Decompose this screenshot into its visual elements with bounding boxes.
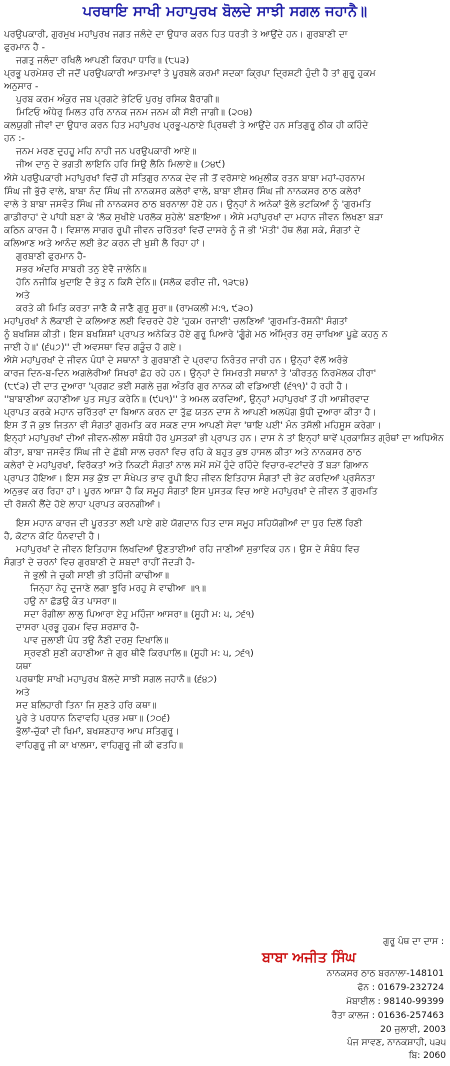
verse-line: ਸ੍ਰਵਣੀ ਸੁਣੀ ਕਹਾਣੀਆ ਜੇ ਗੁਰ ਥੀਵੈ ਕਿਰਪਾਲਿ॥ (ਸੂਹੀ ਮ: ੫, ੭੬੧)	[24, 648, 254, 660]
paragraph-line: ਨੂੰ ਬਖਸ਼ਿਸ਼ ਕੀਤੀ। ਇਸ ਬਖਸ਼ਿਸ਼ਾਂ ਪ੍ਰਾਪਤ ਅਨੇਕਿਤ ਹੋਏ ਗੁਰੂ ਪਿਆਰੇ 'ਗੂੰਗੇ ਮਠ ਅੰਮ੍ਰਿਤ ਰਸੁ ਚਾਖਿਆ ਪੂਛੇ ਕਹਨੁ ਨ	[4, 329, 388, 341]
college-phone-line: ਰੈਤਾ ਕਾਲਜ : 01636-257463	[331, 1011, 444, 1021]
paragraph-line: ਐਸੇ ਮਹਾਂਪੁਰਖਾਂ ਦੇ ਜੀਵਨ ਪੰਧਾਂ ਦੇ ਸਥਾਨਾਂ ਤੇ ਗੁਰਬਾਣੀ ਦੇ ਪ੍ਰਵਾਹ ਨਿਰੰਤਰ ਜਾਰੀ ਹਨ। ਉਨ੍ਹਾਂ ਵੱਲੋਂ ਅਰੰਭੇ	[4, 355, 348, 367]
date-bikrami: ਬਿ: 2060	[408, 1051, 446, 1062]
paragraph-line: ਮਹਾਂਪੁਰਖਾਂ ਨੇ ਲੋਕਾਈ ਦੇ ਕਲਿਆਣ ਲਈ ਵਿਚਰਦੇ ਹੋਏ 'ਹੁਕਮ ਰਜਾਈ' ਚਲਣਿਆਂ 'ਗੁਰਮਤਿ-ਰੋਸ਼ਨੀ' ਸੰਗਤਾਂ	[4, 316, 348, 328]
paragraph-line: ਮਹਾਂਪੁਰਖਾਂ ਦੇ ਜੀਵਨ ਇਤਿਹਾਸ ਲਿਖਦਿਆਂ ਉਣਤਾਈਆਂ ਰਹਿ ਜਾਣੀਆਂ ਸੁਭਾਵਿਕ ਹਨ। ਉਸ ਦੇ ਸੰਬੰਧ ਵਿਚ	[16, 543, 360, 555]
verse-line: ਹਉ ਨਾ ਛੋਡਉ ਕੰਤ ਪਾਸਰਾ॥	[24, 596, 117, 608]
paragraph-line: ਹਨ :-	[4, 133, 25, 145]
paragraph-line: ਕਠਿਨ ਕਾਰਜ ਹੈ। ਵਿਸ਼ਾਲ ਸਾਗਰ ਰੂਪੀ ਜੀਵਨ ਚਰਿੱਤਰਾਂ ਵਿਚੋਂ ਦਾਸਰੇ ਨੂੰ ਜੋ ਭੀ 'ਮੋਤੀ' ਹੱਥ ਲੱਗ ਸਕੇ, ਸੰਗਤਾਂ ਦੇ	[4, 224, 361, 236]
paragraph-line: ਪਰਉਪਕਾਰੀ, ਗੁਰਮੁਖ ਮਹਾਂਪੁਰਖ ਜਗਤ ਜਲੰਦੇ ਦਾ ਉਧਾਰ ਕਰਨ ਹਿਤ ਧਰਤੀ ਤੇ ਆਉਂਦੇ ਹਨ। ਗੁਰਬਾਣੀ ਦਾ	[4, 29, 348, 40]
paragraph-line: ਐਸੇ ਪਰਉਪਕਾਰੀ ਮਹਾਂਪੁਰਖਾਂ ਵਿਚੋਂ ਹੀ ਸਤਿਗੁਰ ਨਾਨਕ ਦੇਵ ਜੀ ਤੋਂ ਵਰੋਸਾਏ ਅਮੁਲੀਕ ਰਤਨ ਬਾਬਾ ਮਹਾਂ-ਹਰਨਾਮ	[4, 172, 365, 184]
page-title: ਪਰਥਾਇ ਸਾਖੀ ਮਹਾਪੁਰਖ ਬੋਲਦੇ ਸਾਝੀ ਸਗਲ ਜਹਾਨੈ॥	[82, 4, 368, 20]
paragraph-line: ਕਲੇਰਾਂ ਦੇ ਮਹਾਂਪੁਰਖਾਂ, ਵਿਰੱਕਤਾਂ ਅਤੇ ਨਿਕਟੀ ਸੰਗਤਾਂ ਨਾਲ ਸਮੇਂ ਸਮੇਂ ਹੁੰਦੇ ਰਹਿੰਦੇ ਵਿਚਾਰ-ਵਟਾਂਦਰੇ ਤੋਂ ਬੜਾ ਗਿਆਨ	[4, 459, 369, 471]
paragraph-line: (੮੯੩) ਦੀ ਦਾਤ ਦੁਆਰਾ 'ਪ੍ਰਗਟ ਭਈ ਸਗਲੇ ਜੁਗ ਅੰਤਰਿ ਗੁਰ ਨਾਨਕ ਕੀ ਵਡਿਆਈ (੬੧੧)' ਹੋ ਰਹੀ ਹੈ।	[4, 381, 349, 393]
document-body	[4, 28, 446, 752]
paragraph-line: ਫੁਰਮਾਨ ਹੈ -	[4, 42, 45, 54]
verse-line: ਪੂਰੇ ਤੇ ਪਰਧਾਨ ਨਿਵਾਵਹਿ ਪ੍ਰਭ ਮਥਾ॥ (੭੦੬)	[16, 713, 171, 725]
closing-line: ਵਾਹਿਗੁਰੂ ਜੀ ਕਾ ਖਾਲਸਾ, ਵਾਹਿਗੁਰੂ ਜੀ ਕੀ ਫਤਹਿ॥	[16, 739, 184, 751]
connector-word: ਯਥਾ	[16, 661, 32, 673]
signature-name: ਬਾਬਾ ਅਜੀਤ ਸਿੰਘ	[262, 950, 356, 966]
paragraph-line: ''ਬਾਬਾਣੀਆ ਕਹਾਣੀਆ ਪੁਤ ਸਪੁਤ ਕਰੇਨਿ॥ (੯੫੧)'' ਤੇ ਅਮਲ ਕਰਦਿਆਂ, ਉਨ੍ਹਾਂ ਮਹਾਂਪੁਰਖਾਂ ਤੋਂ ਹੀ ਆਸ਼ੀਰਵਾਦ	[4, 394, 370, 406]
paragraph-line: ਜਾਈ ਹੇ॥' (੬੫੭)'' ਦੀ ਅਵਸਥਾ ਵਿਚ ਗੜੂੰਚ ਹੋ ਗਏ।	[4, 342, 183, 354]
verse-line: ਪੁਰਬ ਕਰਮ ਅੰਕੁਰ ਜਬ ਪ੍ਰਗਟੇ ਭੇਟਿਓ ਪੁਰਖੁ ਰਸਿਕ ਬੈਰਾਗੀ॥	[16, 94, 220, 106]
paragraph-line: ਸੰਗਤਾਂ ਦੇ ਚਰਨਾਂ ਵਿਚ ਗੁਰਬਾਣੀ ਦੇ ਸ਼ਬਦਾਂ ਰਾਹੀਂ ਜੋਦੜੀ ਹੈ-	[4, 556, 195, 568]
verse-line: ਪਰਥਾਇ ਸਾਖੀ ਮਹਾਪੁਰਖ ਬੋਲਦੇ ਸਾਝੀ ਸਗਲ ਜਹਾਨੈ॥ (੬੪੭)	[16, 674, 217, 686]
paragraph-line: ਕੀਤਾ, ਬਾਬਾ ਜਸਵੰਤ ਸਿੰਘ ਜੀ ਦੇ ਛੱਬੀ ਸਾਲ ਚਰਨਾਂ ਵਿਚ ਰਹਿ ਕੇ ਬਹੁਤ ਕੁਝ ਹਾਸਲ ਕੀਤਾ ਅਤੇ ਨਾਨਕਸਰ ਠਾਠ	[4, 446, 362, 458]
paragraph-line: ਪ੍ਰਾਪਤ ਕਰਕੇ ਮਹਾਨ ਚਰਿੱਤਰਾਂ ਦਾ ਬਿਆਨ ਕਰਨ ਦਾ ਤੁੱਛ ਯਤਨ ਦਾਸ ਨੇ ਆਪਣੀ ਅਲਪੱਗ ਬੁੱਧੀ ਦੁਆਰਾ ਕੀਤਾ ਹੈ।	[4, 407, 377, 419]
address-line: ਨਾਨਕਸਰ ਠਾਠ ਬਰਨਾਲਾ-148101	[326, 969, 444, 979]
verse-line: ਸਭਰ ਅੰਦਰਿ ਸਾਬਰੀ ਤਨੁ ਏਵੈ ਜਾਲੇਨਿ॥	[16, 263, 147, 275]
paragraph-line: ਇਸ ਤੋਂ ਜੋ ਕੁਝ ਜਿਤਨਾ ਵੀ ਸੰਗਤਾਂ ਗੁਰਮਤਿ ਕਰ ਸਕਣ ਦਾਸ ਆਪਣੀ ਸੇਵਾ 'ਥਾਇ ਪਈ' ਮੰਨ ਤਸੱਲੀ ਮਹਿਸੂਸ ਕਰੇਗਾ।	[4, 420, 382, 432]
date-gregorian: 20 ਜੁਲਾਈ, 2003	[380, 1025, 446, 1035]
signature-block	[260, 935, 448, 1023]
paragraph-line: ਅਨੁਭਵ ਕਰ ਰਿਹਾ ਹਾਂ। ਪੂਰਨ ਆਸ਼ਾ ਹੈ ਕਿ ਸਮੂਹ ਸੰਗਤਾਂ ਇਸ ਪੁਸਤਕ ਵਿਚ ਆਏ ਮਹਾਂਪੁਰਖਾਂ ਦੇ ਜੀਵਨ ਤੋਂ ਗੁਰਮਤਿ	[4, 485, 378, 497]
paragraph-line: ਇਸ ਮਹਾਨ ਕਾਰਜ ਦੀ ਪੂਰਤਤਾ ਲਈ ਪਾਏ ਗਏ ਯੋਗਦਾਨ ਹਿਤ ਦਾਸ ਸਮੂਹ ਸਹਿਯੋਗੀਆਂ ਦਾ ਧੁਰ ਦਿਲੋਂ ਰਿਣੀ	[16, 517, 363, 529]
verse-line: ਜਨਮ ਮਰਣ ਦੁਹਹੂ ਮਹਿ ਨਾਹੀ ਜਨ ਪਰਉਪਕਾਰੀ ਆਏ॥	[16, 146, 197, 158]
connector-word: ਅਤੇ	[16, 687, 30, 699]
verse-line: ਸਦ ਬਲਿਹਾਰੀ ਤਿਨਾ ਜਿ ਸੁਣਤੇ ਹਰਿ ਕਥਾ॥	[16, 700, 157, 712]
paragraph-line: ਗਾਡੀਰਾਹ' ਦੇ ਪਾਂਧੀ ਬਣਾ ਕੇ 'ਲੋਕ ਸੁਖੀਏ ਪਰਲੋਕ ਸੁਹੇਲੇ' ਬਣਾਇਆ। ਐਸੇ ਮਹਾਂਪੁਰਖਾਂ ਦਾ ਮਹਾਨ ਜੀਵਨ ਲਿਖਣਾ ਬੜਾ	[4, 211, 383, 223]
mobile-line: ਮੋਬਾਈਲ : 98140-99399	[346, 997, 444, 1007]
verse-line: ਜੇ ਭੁਲੀ ਜੇ ਚੁਕੀ ਸਾਈ ਭੀ ਤਹਿੰਜੀ ਕਾਢੀਆ॥	[24, 569, 170, 581]
date-block	[300, 1023, 446, 1062]
signature-prefix: ਗੁਰੂ ਪੰਥ ਦਾ ਦਾਸ :	[383, 937, 444, 947]
paragraph-line: ਅਨੁਸਾਰ -	[4, 81, 39, 93]
verse-line: ਜੀਅ ਦਾਨੁ ਦੇ ਭਗਤੀ ਲਾਇਨਿ ਹਰਿ ਸਿਉ ਲੈਨਿ ਮਿਲਾਏ॥ (੭੪੯)	[16, 159, 226, 171]
paragraph-line: ਦਾਸਰਾ ਪ੍ਰਭੂ ਹੁਕਮ ਵਿਚ ਸ਼ਰਸ਼ਾਰ ਹੈ-	[16, 622, 140, 634]
verse-line: ਮਿਟਿਓ ਅੰਧੇਰੁ ਮਿਲਤ ਹਰਿ ਨਾਨਕ ਜਨਮ ਜਨਮ ਕੀ ਸੋਈ ਜਾਗੀ॥ (੨੦੪)	[16, 107, 253, 119]
verse-line: ਸਦਾ ਰੰਗੀਲਾ ਲਾਲੁ ਪਿਆਰਾ ਏਹੁ ਮਹਿੰਜਾ ਆਸਰਾ॥ (ਸੂਹੀ ਮ: ੫, ੭੬੧)	[24, 609, 255, 621]
paragraph-line: ਪ੍ਰਭੂ ਪਰਮੇਸ਼ਰ ਦੀ ਜਦੋਂ ਪਰਉਪਕਾਰੀ ਆਤਮਾਵਾਂ ਤੇ ਪੂਰਬਲੇ ਕਰਮਾਂ ਸਦਕਾ ਕ੍ਰਿਪਾ ਦ੍ਰਿਸ਼ਟੀ ਹੁੰਦੀ ਹੈ ਤਾਂ ਗੁਰੂ ਹੁਕਮ	[4, 68, 376, 80]
paragraph-line: ਗੁਰਬਾਣੀ ਫੁਰਮਾਨ ਹੈ-	[16, 250, 87, 262]
paragraph-line: ਹੈ, ਕੋਟਾਨ ਕੋਟਿ ਧੰਨਵਾਦੀ ਹੈ।	[4, 530, 101, 542]
verse-line: ਜਗਤੁ ਜਲੰਦਾ ਰਖਿਲੈ ਆਪਣੀ ਕਿਰਪਾ ਧਾਰਿ॥ (੮੫੩)	[16, 55, 190, 67]
verse-line: ਜਿਨ੍ਹਾ ਨੇਹੁ ਦੁਜਾਣੇ ਲਗਾ ਝੂਰਿ ਮਰਹੁ ਸੇ ਵਾਢੀਆ ॥੧॥	[30, 582, 207, 594]
paragraph-line: ਇਨ੍ਹਾਂ ਮਹਾਂਪੁਰਖਾਂ ਦੀਆਂ ਜੀਵਨ-ਲੀਲਾ ਸਬੰਧੀ ਹੋਰ ਪੁਸਤਕਾਂ ਭੀ ਪ੍ਰਾਪਤ ਹਨ। ਦਾਸ ਨੇ ਤਾਂ ਇਨ੍ਹਾਂ ਥਾਵੇਂ ਪ੍ਰਕਾਸ਼ਿਤ ਗ੍ਰੰਥਾਂ ਦਾ ਅਧਿਐਨ	[4, 433, 444, 445]
verse-line: ਕਰਤੇ ਕੀ ਮਿਤਿ ਕਰਤਾ ਜਾਣੈ ਕੈ ਜਾਣੈ ਗੁਰੁ ਸੂਰਾ॥ (ਰਾਮਕਲੀ ਮ:੧, ੯੩੦)	[16, 302, 254, 314]
verse-line: ਹੋਨਿ ਨਜੀਕਿ ਖੁਦਾਇ ਦੈ ਭੇਤੁ ਨ ਕਿਸੈ ਦੇਨਿ॥ (ਸਲੋਕ ਫਰੀਦ ਜੀ, ੧੩੮੪)	[16, 276, 249, 288]
connector-word: ਅਤੇ	[16, 289, 30, 301]
paragraph-line: ਕਾਰਜ ਦਿਨ-ਬ-ਦਿਨ ਅਗਲੇਰੀਆਂ ਸਿਖਰਾਂ ਛੋਹ ਰਹੇ ਹਨ। ਉਨ੍ਹਾਂ ਦੇ ਸਿਮਰਤੀ ਸਥਾਨਾਂ ਤੇ 'ਕੀਰਤਨੁ ਨਿਰਮੋਲਕ ਹੀਰਾ'	[4, 368, 377, 380]
paragraph-line: ਵਾਲੇ ਤੇ ਬਾਬਾ ਜਸਵੰਤ ਸਿੰਘ ਜੀ ਨਾਨਕਸਰ ਠਾਠ ਬਰਨਾਲਾ ਹੋਏ ਹਨ। ਉਨ੍ਹਾਂ ਨੇ ਅਨੇਕਾਂ ਭੁੱਲੇ ਭਟਕਿਆਂ ਨੂੰ 'ਗੁਰਮਤਿ	[4, 198, 372, 210]
date-nanakshahi: ਪੰਜ ਸਾਵਣ, ਨਾਨਕਸ਼ਾਹੀ, ੫੩੫	[346, 1038, 446, 1049]
paragraph-line: ਕਲਯੁਗੀ ਜੀਵਾਂ ਦਾ ਉਧਾਰ ਕਰਨ ਹਿਤ ਮਹਾਂਪੁਰਖ ਪ੍ਰਭੂ-ਪਠਾਏ ਪ੍ਰਿਥਵੀ ਤੇ ਆਉਂਦੇ ਹਨ ਸਤਿਗੁਰੂ ਠੀਕ ਹੀ ਕਹਿੰਦੇ	[4, 120, 369, 132]
closing-line: ਭੁੱਲਾਂ-ਚੁੱਕਾਂ ਦੀ ਖਿਮਾਂ, ਬਖਸ਼ਣਹਾਰ ਆਪ ਸਤਿਗੁਰੂ।	[16, 726, 180, 738]
phone-line: ਫੋਨ : 01679-232724	[357, 983, 444, 993]
paragraph-line: ਕਲਿਆਣ ਅਤੇ ਆਨੰਦ ਲਈ ਭੇਟ ਕਰਨ ਦੀ ਖੁਸ਼ੀ ਲੈ ਰਿਹਾ ਹਾਂ।	[4, 237, 206, 249]
paragraph-line: ਦੀ ਰੋਸ਼ਨੀ ਲੈਂਦੇ ਹੋਏ ਲਾਹਾ ਪ੍ਰਾਪਤ ਕਰਨਗੀਆਂ।	[4, 498, 161, 510]
paragraph-line: ਸਿੰਘ ਜੀ ਭੁੱਚੋ ਵਾਲੇ, ਬਾਬਾ ਨੰਦ ਸਿੰਘ ਜੀ ਨਾਨਕਸਰ ਕਲੇਰਾਂ ਵਾਲੇ, ਬਾਬਾ ਈਸ਼ਰ ਸਿੰਘ ਜੀ ਨਾਨਕਸਰ ਠਾਠ ਕਲੇਰਾਂ	[4, 185, 361, 197]
paragraph-line: ਪ੍ਰਾਪਤ ਹੋਇਆ। ਇਸ ਸਭ ਕੁੱਝ ਦਾ ਸੰਖੇਪਤ ਭਾਵ ਰੂਪੀ ਇਹ ਜੀਵਨ ਇਤਿਹਾਸ ਸੰਗਤਾਂ ਦੀ ਭੇਟ ਕਰਦਿਆਂ ਪ੍ਰਸੰਨਤਾ	[4, 472, 375, 484]
verse-line: ਪਾਵ ਜੁਲਾਈ ਪੰਧ ਤਉ ਨੈਣੀ ਦਰਸੁ ਦਿਖਾਲਿ॥	[24, 635, 169, 647]
